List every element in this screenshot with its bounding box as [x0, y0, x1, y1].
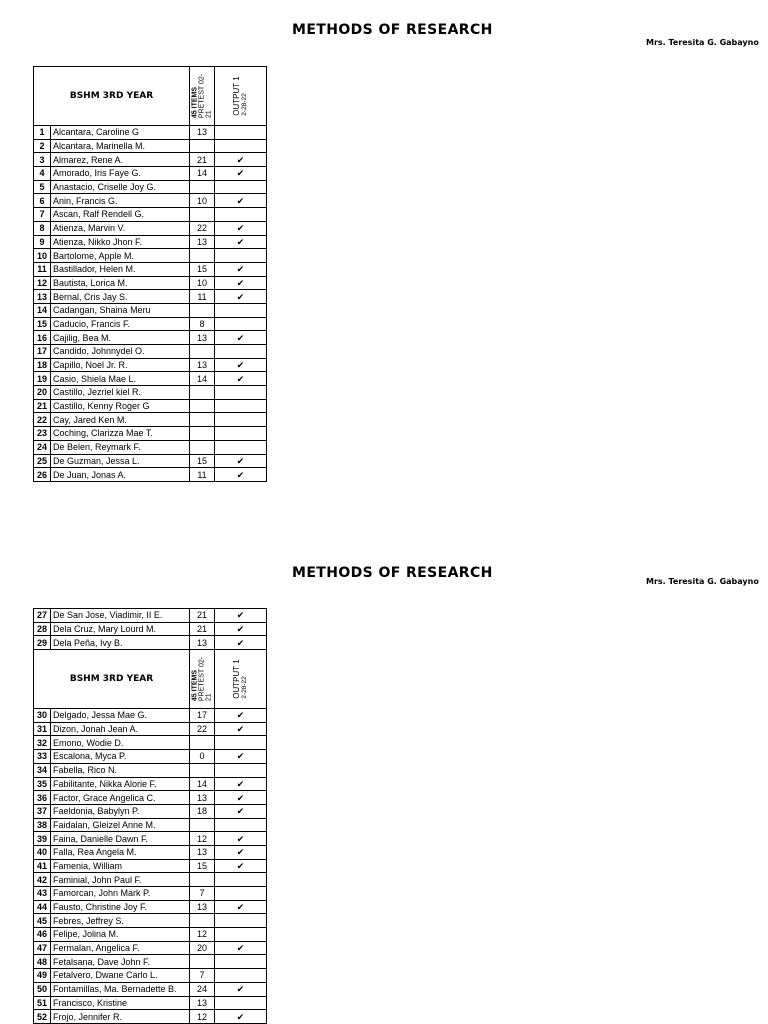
row-number: 20 — [34, 386, 51, 400]
output-checkmark: ✔ — [215, 290, 267, 304]
output-checkmark — [215, 996, 267, 1010]
pretest-score: 7 — [190, 969, 215, 983]
pretest-score: 21 — [190, 609, 215, 623]
table-row — [34, 153, 267, 167]
table-row — [34, 126, 267, 140]
pretest-score — [190, 763, 215, 777]
output-checkmark: ✔ — [215, 845, 267, 859]
output-checkmark: ✔ — [215, 982, 267, 996]
student-name: De San Jose, Viadimir, II E. — [51, 609, 190, 623]
output-checkmark: ✔ — [215, 622, 267, 636]
student-name: Fontamillas, Ma. Bernadette B. — [51, 982, 190, 996]
student-name: Faina, Danielle Dawn F. — [51, 832, 190, 846]
output-header-line: 2-28-22 — [240, 93, 248, 116]
student-name: De Juan, Jonas A. — [51, 468, 190, 482]
student-name: Atienza, Marvin V. — [51, 221, 190, 235]
row-number: 45 — [34, 914, 51, 928]
output-checkmark — [215, 317, 267, 331]
row-number: 16 — [34, 331, 51, 345]
table-row — [34, 996, 267, 1010]
student-name: Fabilitante, Nikka Alorie F. — [51, 777, 190, 791]
student-name: Fausto, Christine Joy F. — [51, 900, 190, 914]
output-checkmark: ✔ — [215, 750, 267, 764]
row-number: 50 — [34, 982, 51, 996]
row-number: 8 — [34, 221, 51, 235]
table-row — [34, 832, 267, 846]
row-number: 44 — [34, 900, 51, 914]
row-number: 49 — [34, 969, 51, 983]
student-name: Fetalvero, Dwane Carlo L. — [51, 969, 190, 983]
row-number: 11 — [34, 262, 51, 276]
output-checkmark: ✔ — [215, 941, 267, 955]
output-checkmark: ✔ — [215, 791, 267, 805]
teacher-name: Mrs. Teresita G. Gabayno — [646, 38, 759, 47]
output-checkmark: ✔ — [215, 167, 267, 181]
pretest-score: 13 — [190, 331, 215, 345]
row-number: 48 — [34, 955, 51, 969]
pretest-score — [190, 873, 215, 887]
student-name: Delgado, Jessa Mae G. — [51, 709, 190, 723]
table-row — [34, 331, 267, 345]
pretest-score: 22 — [190, 722, 215, 736]
table-row — [34, 622, 267, 636]
pretest-score: 13 — [190, 358, 215, 372]
pretest-score: 13 — [190, 636, 215, 650]
pretest-score: 21 — [190, 622, 215, 636]
student-name: Fermalan, Angelica F. — [51, 941, 190, 955]
output-checkmark — [215, 914, 267, 928]
pretest-score: 14 — [190, 777, 215, 791]
student-name: Escalona, Myca P. — [51, 750, 190, 764]
table-row — [34, 386, 267, 400]
student-name: Capillo, Noel Jr. R. — [51, 358, 190, 372]
pretest-score: 22 — [190, 221, 215, 235]
table-row — [34, 887, 267, 901]
output-checkmark: ✔ — [215, 859, 267, 873]
pretest-header-line: PRETEST 02- — [198, 73, 206, 119]
row-number: 36 — [34, 791, 51, 805]
pretest-score: 13 — [190, 235, 215, 249]
row-number: 12 — [34, 276, 51, 290]
table-row — [34, 1010, 267, 1024]
row-number: 29 — [34, 636, 51, 650]
pretest-header-line: 21 — [205, 110, 213, 119]
table-row — [34, 235, 267, 249]
pretest-score: 13 — [190, 845, 215, 859]
table-row — [34, 777, 267, 791]
pretest-score — [190, 818, 215, 832]
table-row — [34, 372, 267, 386]
class-label: BSHM 3RD YEAR — [34, 67, 190, 126]
student-name: Anin, Francis G. — [51, 194, 190, 208]
row-number: 37 — [34, 804, 51, 818]
pretest-score: 20 — [190, 941, 215, 955]
student-name: Coching, Clarizza Mae T. — [51, 427, 190, 441]
pretest-score — [190, 413, 215, 427]
output-checkmark: ✔ — [215, 1010, 267, 1024]
output-header-line: OUTPUT 1 — [231, 76, 241, 116]
output-checkmark — [215, 386, 267, 400]
table-row — [34, 709, 267, 723]
student-name: Caducio, Francis F. — [51, 317, 190, 331]
output-checkmark — [215, 139, 267, 153]
output-column-header — [215, 650, 267, 709]
table-row — [34, 928, 267, 942]
row-number: 39 — [34, 832, 51, 846]
pretest-score: 21 — [190, 153, 215, 167]
table-row — [34, 859, 267, 873]
page-title: METHODS OF RESEARCH — [292, 565, 493, 581]
student-name: Dela Peña, Ivy B. — [51, 636, 190, 650]
output-checkmark — [215, 427, 267, 441]
table-row — [34, 900, 267, 914]
student-name: Dizon, Jonah Jean A. — [51, 722, 190, 736]
pretest-column-header — [190, 650, 215, 709]
pretest-score — [190, 180, 215, 194]
student-name: Bastillador, Helen M. — [51, 262, 190, 276]
student-name: Frojo, Jennifer R. — [51, 1010, 190, 1024]
output-checkmark — [215, 180, 267, 194]
pretest-score: 14 — [190, 167, 215, 181]
table-row — [34, 317, 267, 331]
pretest-score: 14 — [190, 372, 215, 386]
table-row — [34, 750, 267, 764]
student-name: Amorado, Iris Faye G. — [51, 167, 190, 181]
student-name: Cay, Jared Ken M. — [51, 413, 190, 427]
row-number: 40 — [34, 845, 51, 859]
row-number: 28 — [34, 622, 51, 636]
table-row — [34, 804, 267, 818]
table-row — [34, 413, 267, 427]
output-checkmark: ✔ — [215, 276, 267, 290]
class-label: BSHM 3RD YEAR — [34, 650, 190, 709]
pretest-score: 12 — [190, 928, 215, 942]
output-checkmark — [215, 413, 267, 427]
row-number: 18 — [34, 358, 51, 372]
row-number: 46 — [34, 928, 51, 942]
output-checkmark: ✔ — [215, 709, 267, 723]
student-name: Atienza, Nikko Jhon F. — [51, 235, 190, 249]
table-row — [34, 427, 267, 441]
table-row — [34, 262, 267, 276]
student-name: Emono, Wodie D. — [51, 736, 190, 750]
row-number: 52 — [34, 1010, 51, 1024]
table-row — [34, 139, 267, 153]
student-name: Castillo, Kenny Roger G — [51, 399, 190, 413]
row-number: 51 — [34, 996, 51, 1010]
output-checkmark — [215, 928, 267, 942]
row-number: 3 — [34, 153, 51, 167]
student-name: Fetalsana, Dave John F. — [51, 955, 190, 969]
pretest-score: 12 — [190, 1010, 215, 1024]
output-checkmark: ✔ — [215, 777, 267, 791]
row-number: 14 — [34, 303, 51, 317]
student-name: Bernal, Cris Jay S. — [51, 290, 190, 304]
table-row — [34, 167, 267, 181]
row-number: 5 — [34, 180, 51, 194]
pretest-score: 11 — [190, 290, 215, 304]
table-row — [34, 345, 267, 359]
pretest-score — [190, 249, 215, 263]
row-number: 43 — [34, 887, 51, 901]
output-checkmark: ✔ — [215, 636, 267, 650]
pretest-header-line: PRETEST 02- — [198, 656, 206, 702]
table-row — [34, 194, 267, 208]
table-header-row — [34, 650, 267, 709]
table-row — [34, 358, 267, 372]
output-checkmark: ✔ — [215, 900, 267, 914]
pretest-score — [190, 914, 215, 928]
output-checkmark — [215, 208, 267, 222]
table-row — [34, 303, 267, 317]
output-checkmark: ✔ — [215, 468, 267, 482]
row-number: 35 — [34, 777, 51, 791]
table-row — [34, 873, 267, 887]
pretest-header-line: 45 ITEMS — [191, 86, 199, 119]
row-number: 13 — [34, 290, 51, 304]
row-number: 4 — [34, 167, 51, 181]
table-row — [34, 982, 267, 996]
teacher-name: Mrs. Teresita G. Gabayno — [646, 577, 759, 586]
row-number: 33 — [34, 750, 51, 764]
table-row — [34, 399, 267, 413]
student-name: De Guzman, Jessa L. — [51, 454, 190, 468]
table-row — [34, 208, 267, 222]
pretest-score — [190, 955, 215, 969]
student-name: Almarez, Rene A. — [51, 153, 190, 167]
output-checkmark — [215, 345, 267, 359]
table-row — [34, 914, 267, 928]
pretest-score: 18 — [190, 804, 215, 818]
output-checkmark — [215, 873, 267, 887]
row-number: 23 — [34, 427, 51, 441]
table-row — [34, 180, 267, 194]
row-number: 41 — [34, 859, 51, 873]
output-checkmark: ✔ — [215, 832, 267, 846]
pretest-score — [190, 427, 215, 441]
roster-table — [33, 66, 267, 482]
pretest-score: 15 — [190, 262, 215, 276]
row-number: 22 — [34, 413, 51, 427]
output-column-header — [215, 67, 267, 126]
student-name: Faminial, John Paul F. — [51, 873, 190, 887]
student-name: Bautista, Lorica M. — [51, 276, 190, 290]
table-row — [34, 845, 267, 859]
student-name: Famorcan, John Mark P. — [51, 887, 190, 901]
student-name: Anastacio, Criselle Joy G. — [51, 180, 190, 194]
pretest-header-line: 45 ITEMS — [191, 670, 199, 702]
table-row — [34, 969, 267, 983]
pretest-score: 12 — [190, 832, 215, 846]
row-number: 6 — [34, 194, 51, 208]
pretest-header-line: 21 — [205, 693, 213, 702]
pretest-score — [190, 386, 215, 400]
output-checkmark: ✔ — [215, 235, 267, 249]
row-number: 1 — [34, 126, 51, 140]
row-number: 25 — [34, 454, 51, 468]
student-name: Febres, Jeffrey S. — [51, 914, 190, 928]
output-checkmark — [215, 399, 267, 413]
pretest-score: 11 — [190, 468, 215, 482]
student-name: Falla, Rea Angela M. — [51, 845, 190, 859]
student-name: Ascan, Ralf Rendell G. — [51, 208, 190, 222]
roster-table — [33, 608, 267, 1024]
page-title: METHODS OF RESEARCH — [292, 22, 493, 38]
output-checkmark — [215, 969, 267, 983]
table-row — [34, 636, 267, 650]
pretest-score: 8 — [190, 317, 215, 331]
table-row — [34, 468, 267, 482]
row-number: 17 — [34, 345, 51, 359]
student-name: Candido, Johnnydel O. — [51, 345, 190, 359]
student-name: Famenia, William — [51, 859, 190, 873]
output-checkmark — [215, 303, 267, 317]
pretest-score: 13 — [190, 996, 215, 1010]
pretest-score — [190, 736, 215, 750]
output-checkmark — [215, 887, 267, 901]
pretest-score: 24 — [190, 982, 215, 996]
output-checkmark: ✔ — [215, 358, 267, 372]
output-checkmark: ✔ — [215, 804, 267, 818]
row-number: 7 — [34, 208, 51, 222]
table-header-row — [34, 67, 267, 126]
row-number: 31 — [34, 722, 51, 736]
pretest-column-header — [190, 67, 215, 126]
table-row — [34, 763, 267, 777]
student-name: Castillo, Jezriel kiel R. — [51, 386, 190, 400]
student-name: Alcantara, Marinella M. — [51, 139, 190, 153]
table-row — [34, 249, 267, 263]
output-checkmark — [215, 955, 267, 969]
row-number: 42 — [34, 873, 51, 887]
pretest-score: 13 — [190, 126, 215, 140]
row-number: 19 — [34, 372, 51, 386]
table-row — [34, 609, 267, 623]
row-number: 30 — [34, 709, 51, 723]
row-number: 32 — [34, 736, 51, 750]
pretest-score — [190, 345, 215, 359]
output-checkmark — [215, 818, 267, 832]
student-name: Faeldonia, Babylyn P. — [51, 804, 190, 818]
table-row — [34, 818, 267, 832]
student-name: Francisco, Kristine — [51, 996, 190, 1010]
pretest-score: 0 — [190, 750, 215, 764]
output-checkmark — [215, 249, 267, 263]
row-number: 15 — [34, 317, 51, 331]
student-name: Factor, Grace Angelica C. — [51, 791, 190, 805]
output-checkmark — [215, 440, 267, 454]
row-number: 10 — [34, 249, 51, 263]
row-number: 47 — [34, 941, 51, 955]
student-name: Casio, Shiela Mae L. — [51, 372, 190, 386]
row-number: 26 — [34, 468, 51, 482]
output-checkmark: ✔ — [215, 262, 267, 276]
output-checkmark: ✔ — [215, 372, 267, 386]
pretest-score — [190, 440, 215, 454]
output-checkmark — [215, 763, 267, 777]
table-row — [34, 290, 267, 304]
row-number: 21 — [34, 399, 51, 413]
pretest-score: 15 — [190, 454, 215, 468]
pretest-score: 13 — [190, 791, 215, 805]
table-row — [34, 722, 267, 736]
pretest-score: 13 — [190, 900, 215, 914]
row-number: 2 — [34, 139, 51, 153]
output-checkmark: ✔ — [215, 722, 267, 736]
student-name: Felipe, Jolina M. — [51, 928, 190, 942]
student-name: Alcantara, Caroline G — [51, 126, 190, 140]
table-row — [34, 440, 267, 454]
student-name: De Belen, Reymark F. — [51, 440, 190, 454]
row-number: 34 — [34, 763, 51, 777]
pretest-score: 17 — [190, 709, 215, 723]
output-checkmark: ✔ — [215, 331, 267, 345]
output-checkmark: ✔ — [215, 153, 267, 167]
pretest-score — [190, 208, 215, 222]
output-checkmark: ✔ — [215, 221, 267, 235]
pretest-score: 10 — [190, 276, 215, 290]
student-name: Cajilig, Bea M. — [51, 331, 190, 345]
output-header-line: OUTPUT 1 — [231, 659, 241, 699]
pretest-score — [190, 399, 215, 413]
row-number: 9 — [34, 235, 51, 249]
row-number: 38 — [34, 818, 51, 832]
pretest-score — [190, 139, 215, 153]
output-checkmark: ✔ — [215, 454, 267, 468]
output-checkmark: ✔ — [215, 194, 267, 208]
table-row — [34, 736, 267, 750]
table-row — [34, 454, 267, 468]
table-row — [34, 791, 267, 805]
student-name: Fabella, Rico N. — [51, 763, 190, 777]
student-name: Dela Cruz, Mary Lourd M. — [51, 622, 190, 636]
row-number: 24 — [34, 440, 51, 454]
pretest-score: 7 — [190, 887, 215, 901]
table-row — [34, 955, 267, 969]
student-name: Cadangan, Shaina Meru — [51, 303, 190, 317]
student-name: Bartolome, Apple M. — [51, 249, 190, 263]
student-name: Faidalan, Gleizel Anne M. — [51, 818, 190, 832]
pretest-score: 10 — [190, 194, 215, 208]
output-checkmark — [215, 126, 267, 140]
table-row — [34, 941, 267, 955]
row-number: 27 — [34, 609, 51, 623]
output-checkmark: ✔ — [215, 609, 267, 623]
table-row — [34, 276, 267, 290]
pretest-score: 15 — [190, 859, 215, 873]
output-checkmark — [215, 736, 267, 750]
table-row — [34, 221, 267, 235]
pretest-score — [190, 303, 215, 317]
output-header-line: 2-28-22 — [240, 676, 248, 699]
